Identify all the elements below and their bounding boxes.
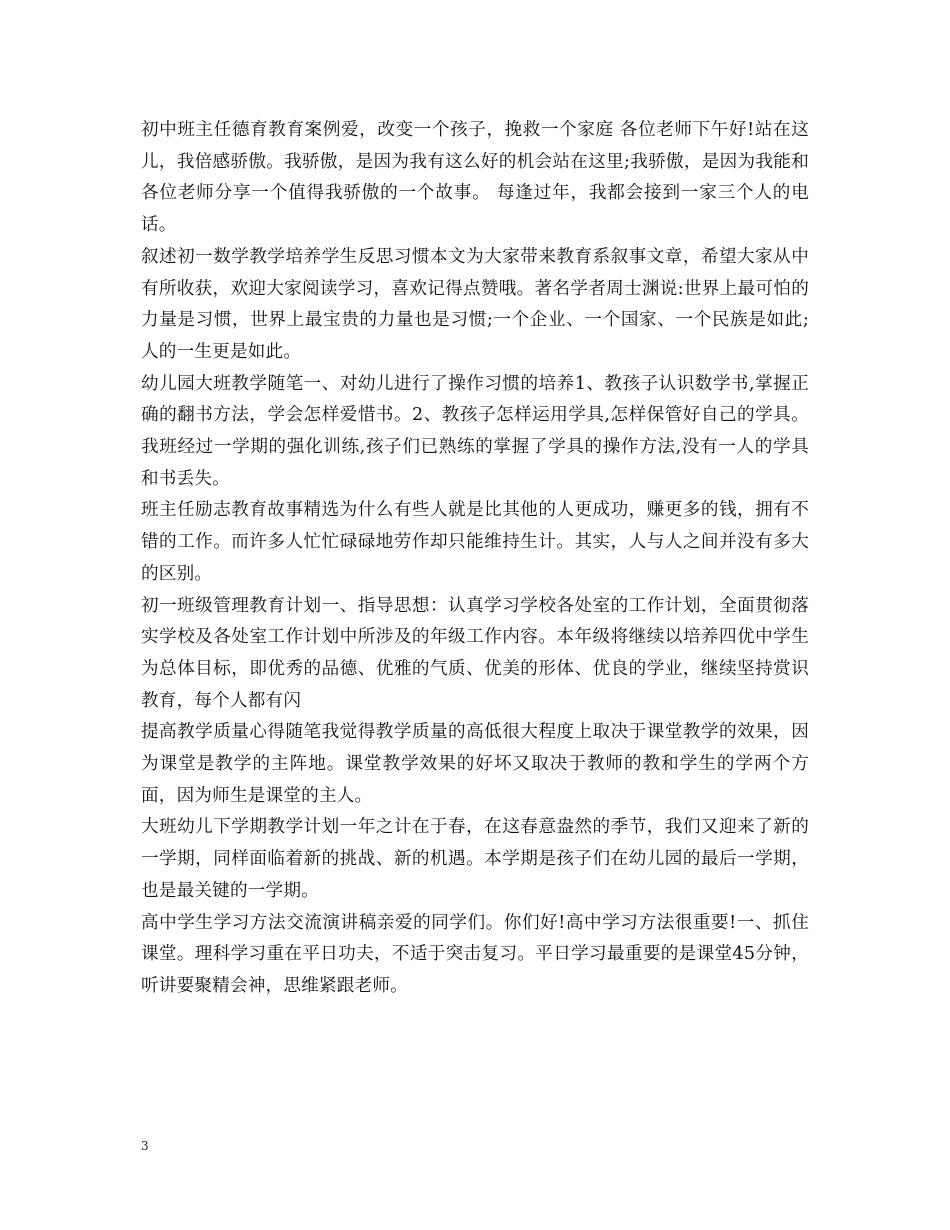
paragraph-3: 幼儿园大班教学随笔一、对幼儿进行了操作习惯的培养1、教孩子认识数学书,掌握正确的翻书方法，学会怎样爱惜书。2、教孩子怎样运用学具,怎样保管好自己的学具。我班经过一学期的强化训练,孩子们已熟练的掌握了学具的操作方法,没有一人的学具和书丢失。 [141,373,809,489]
paragraph-8: 高中学生学习方法交流演讲稿亲爱的同学们。你们好!高中学习方法很重要!一、抓住课堂。理科学习重在平日功夫，不适于突击复习。平日学习最重要的是课堂45分钟，听讲要聚精会神，思维紧跟老师。 [141,912,809,996]
paragraph-1: 初中班主任德育教育案例爱，改变一个孩子，挽救一个家庭 各位老师下午好!站在这儿，我倍感骄傲。我骄傲，是因为我有这么好的机会站在这里;我骄傲，是因为我能和各位老师分享一个值得我骄傲的一个故事。 每逢过年，我都会接到一家三个人的电话。 [141,120,809,236]
paragraph-7: 大班幼儿下学期教学计划一年之计在于春，在这春意盎然的季节，我们又迎来了新的一学期，同样面临着新的挑战、新的机遇。本学期是孩子们在幼儿园的最后一学期，也是最关键的一学期。 [141,817,809,901]
paragraph-6: 提高教学质量心得随笔我觉得教学质量的高低很大程度上取决于课堂教学的效果，因为课堂是教学的主阵地。课堂教学效果的好坏又取决于教师的教和学生的学两个方面，因为师生是课堂的主人。 [141,722,809,806]
paragraph-2: 叙述初一数学教学培养学生反思习惯本文为大家带来教育系叙事文章，希望大家从中有所收获，欢迎大家阅读学习，喜欢记得点赞哦。著名学者周士渊说:世界上最可怕的力量是习惯，世界上最宝贵的力量也是习惯;一个企业、一个国家、一个民族是如此;人的一生更是如此。 [141,246,809,362]
document-body [141,115,809,1003]
paragraph-4: 班主任励志教育故事精选为什么有些人就是比其他的人更成功，赚更多的钱，拥有不错的工作。而许多人忙忙碌碌地劳作却只能维持生计。其实，人与人之间并没有多大的区别。 [141,500,809,584]
paragraph-5: 初一班级管理教育计划一、指导思想：认真学习学校各处室的工作计划，全面贯彻落实学校及各处室工作计划中所涉及的年级工作内容。本年级将继续以培养四优中学生为总体目标，即优秀的品德、优雅的气质、优美的形体、优良的学业，继续坚持赏识教育，每个人都有闪 [141,595,809,711]
page-number: 3 [141,1139,149,1153]
